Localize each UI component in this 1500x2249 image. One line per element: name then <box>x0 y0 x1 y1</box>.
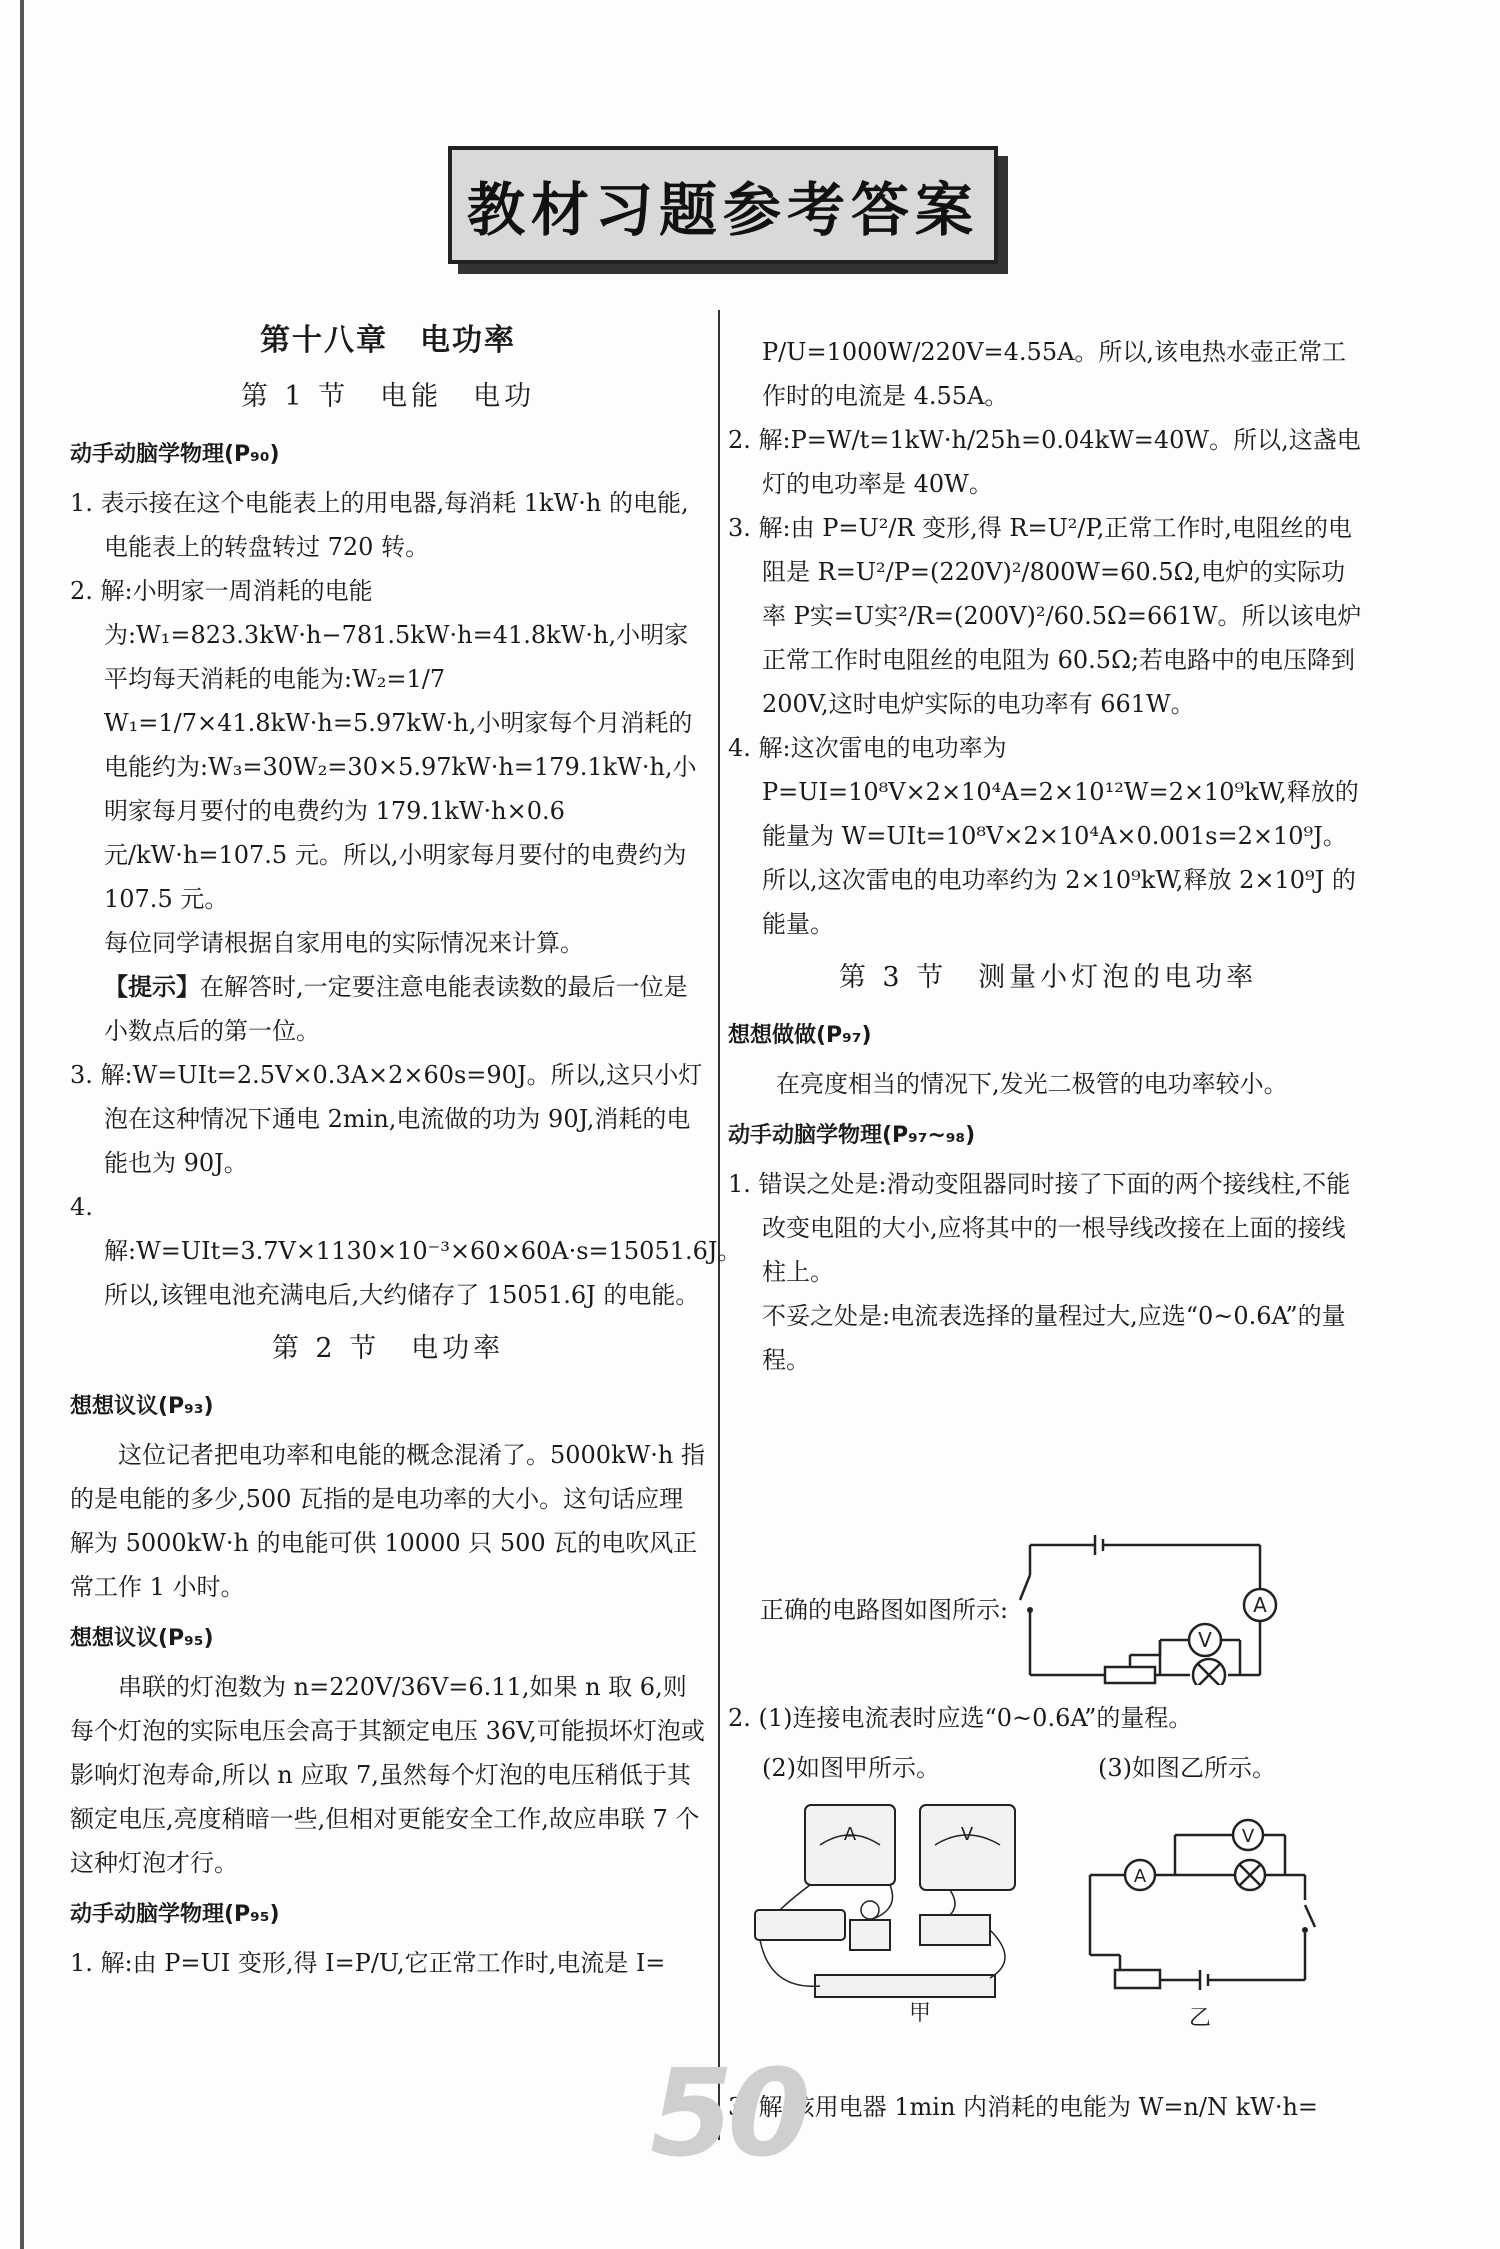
section-heading: 第 1 节 电能 电功 <box>240 381 536 412</box>
paragraph: 在亮度相当的情况下,发光二极管的电功率较小。 <box>776 1070 1288 1098</box>
answer-item: 4. 解:W=UIt=3.7V×1130×10⁻³×60×60A·s=15051.6J。所以,该锂电池充满电后,大约储存了 15051.6J 的电能。 <box>70 1193 742 1309</box>
exercise-heading: 想想做做(P₉₇) <box>728 1023 872 1048</box>
paragraph: 每位同学请根据自家用电的实际情况来计算。 <box>104 929 584 957</box>
circuit-voltmeter-label: V <box>1198 1628 1212 1652</box>
answer-item: 1. 表示接在这个电能表上的用电器,每消耗 1kW·h 的电能,电能表上的转盘转过 720 转。 <box>70 489 689 561</box>
exercise-heading: 动手动脑学物理(P₉₇~₉₈) <box>728 1123 976 1148</box>
left-column <box>70 315 742 1985</box>
paragraph: P/U=1000W/220V=4.55A。所以,该电热水壶正常工作时的电流是 4.55A。 <box>762 338 1347 410</box>
yi-voltmeter-label: V <box>1241 1826 1255 1847</box>
answer-item: 2. 解:小明家一周消耗的电能为:W₁=823.3kW·h−781.5kW·h=41.8kW·h,小明家平均每天消耗的电能为:W₂=1/7 W₁=1/7×41.8kW·h=5.97kW·h,小明家每个月消耗的电能约为:W₃=30W₂=30×5.97kW·h=179.1kW·h,小明家每月要付的电费约为 179.1kW·h×0.6 元/kW·h=107.5 元。所以,小明家每月要付的电费约为 107.5 元。 <box>70 577 697 913</box>
circuit-figure-yi <box>1080 1805 1340 2035</box>
column-divider <box>718 310 720 2140</box>
fig-yi-label: 乙 <box>1188 2006 1212 2031</box>
jia-ammeter-label: A <box>843 1824 857 1845</box>
header-title-box <box>448 146 998 264</box>
chapter-title: 第十八章 电功率 <box>260 323 516 358</box>
exercise-heading: 动手动脑学物理(P₉₅) <box>70 1902 280 1927</box>
q2-part-a: (2)如图甲所示。 <box>762 1754 940 1782</box>
answer-item: 1. 解:由 P=UI 变形,得 I=P/U,它正常工作时,电流是 I= <box>70 1949 666 1977</box>
q2-part-b: (3)如图乙所示。 <box>1098 1754 1276 1782</box>
answer-item: 1. 错误之处是:滑动变阻器同时接了下面的两个接线柱,不能改变电阻的大小,应将其中的一根导线改接在上面的接线柱上。 <box>728 1170 1351 1286</box>
page-number: 50 <box>650 2045 805 2184</box>
circuit-caption: 正确的电路图如图所示: <box>760 1596 1009 1624</box>
q3-line: 3. 解:该用电器 1min 内消耗的电能为 W=n/N kW·h= <box>728 2093 1319 2121</box>
exercise-heading: 动手动脑学物理(P₉₀) <box>70 442 280 467</box>
paragraph: 这位记者把电功率和电能的概念混淆了。5000kW·h 指的是电能的多少,500 瓦指的是电功率的大小。这句话应理解为 5000kW·h 的电能可供 10000 只 500 瓦的电吹风正常工作 1 小时。 <box>70 1441 706 1601</box>
exercise-heading: 想想议议(P₉₅) <box>70 1626 214 1651</box>
page-edge-line <box>20 0 24 2249</box>
tip-paragraph <box>70 965 706 1053</box>
yi-ammeter-label: A <box>1133 1866 1147 1887</box>
header-title: 教材习题参考答案 <box>466 176 979 244</box>
section-heading: 第 3 节 测量小灯泡的电功率 <box>838 962 1258 993</box>
tip-text: 在解答时,一定要注意电能表读数的最后一位是小数点后的第一位。 <box>104 973 688 1045</box>
answer-item: 4. 解:这次雷电的电功率为 P=UI=10⁸V×2×10⁴A=2×10¹²W=2×10⁹kW,释放的能量为 W=UIt=10⁸V×2×10⁴A×0.001s=2×10⁹J。所以,这次雷电的电功率约为 2×10⁹kW,释放 2×10⁹J 的能量。 <box>728 734 1359 938</box>
paragraph: 不妥之处是:电流表选择的量程过大,应选“0~0.6A”的量程。 <box>762 1302 1346 1374</box>
correct-circuit-diagram <box>1010 1535 1280 1685</box>
tip-label: 【提示】 <box>104 973 200 1001</box>
exercise-heading: 想想议议(P₉₃) <box>70 1394 214 1419</box>
fig-jia-label: 甲 <box>908 2001 932 2025</box>
answer-item: 3. 解:W=UIt=2.5V×0.3A×2×60s=90J。所以,这只小灯泡在这种情况下通电 2min,电流做的功为 90J,消耗的电能也为 90J。 <box>70 1061 703 1177</box>
circuit-ammeter-label: A <box>1253 1593 1267 1617</box>
jia-voltmeter-label: V <box>960 1824 974 1845</box>
answer-item: 2. 解:P=W/t=1kW·h/25h=0.04kW=40W。所以,这盏电灯的电功率是 40W。 <box>728 426 1361 498</box>
right-column <box>728 330 1368 1382</box>
paragraph: 串联的灯泡数为 n=220V/36V=6.11,如果 n 取 6,则每个灯泡的实际电压会高于其额定电压 36V,可能损坏灯泡或影响灯泡寿命,所以 n 应取 7,虽然每个灯泡的电压稍低于其额定电压,亮度稍暗一些,但相对更能安全工作,故应串联 7 个这种灯泡才行。 <box>70 1673 705 1877</box>
answer-item: 3. 解:由 P=U²/R 变形,得 R=U²/P,正常工作时,电阻丝的电阻是 R=U²/P=(220V)²/800W=60.5Ω,电炉的实际功率 P实=U实²/R=(200V)²/60.5Ω=661W。所以该电炉正常工作时电阻丝的电阻为 60.5Ω;若电路中的电压降到 200V,这时电炉实际的电功率有 661W。 <box>728 514 1362 718</box>
apparatus-figure-jia <box>750 1800 1050 2025</box>
q2-line1: 2. (1)连接电流表时应选“0~0.6A”的量程。 <box>728 1704 1193 1732</box>
section-heading: 第 2 节 电功率 <box>271 1333 505 1364</box>
